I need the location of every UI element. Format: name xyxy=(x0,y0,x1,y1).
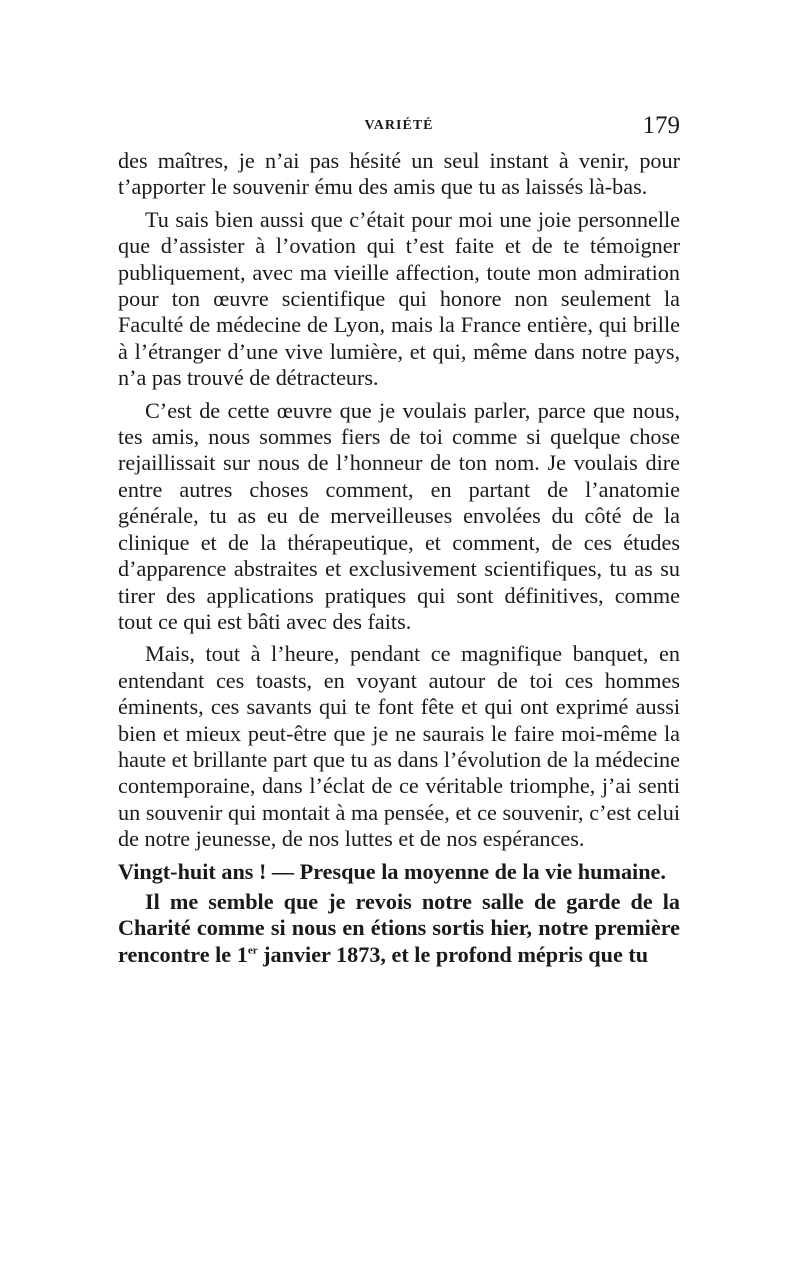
ordinal-superscript: er xyxy=(247,944,258,957)
paragraph: Vingt-huit ans ! — Presque la moyenne de la vie humaine. xyxy=(118,858,666,884)
page-number: 179 xyxy=(642,112,680,139)
running-head xyxy=(118,112,680,142)
running-title: VARIÉTÉ xyxy=(364,118,434,133)
paragraph: Tu sais bien aussi que c’était pour moi une joie personnelle que d’assister à l’ovation qui t’est faite et de te témoigner publiquement, avec ma vieille affection, toute mon admiration pour ton œuvre scientifique qui honore non seulement la Faculté de médecine de Lyon, mais la France entière, qui brille à l’étranger d’une vive lumière, et qui, même dans notre pays, n’a pas trouvé de détracteurs. xyxy=(118,206,680,391)
body-text xyxy=(118,148,680,974)
paragraph xyxy=(118,889,680,968)
paragraph-text: Il me semble que je revois notre salle de garde de la Charité comme si nous en étions sortis hier, notre première rencontre le 1 xyxy=(118,888,680,967)
paragraph: des maîtres, je n’ai pas hésité un seul instant à venir, pour t’apporter le souvenir ému des amis que tu as laissés là-bas. xyxy=(118,148,680,200)
paragraph-text: janvier 1873, et le profond mépris que tu xyxy=(257,941,649,967)
paragraph: Mais, tout à l’heure, pendant ce magnifique banquet, en entendant ces toasts, en voyant autour de toi ces hommes éminents, ces savants qui te font fête et qui ont exprimé aussi bien et mieux peut-être que je ne saurais le faire moi-même la haute et brillante part que tu as dans l’évolution de la médecine contemporaine, dans l’éclat de ce véritable triomphe, j’ai senti un souvenir qui montait à ma pensée, et ce souvenir, c’est celui de notre jeunesse, de nos luttes et de nos espérances. xyxy=(118,641,680,852)
paragraph: C’est de cette œuvre que je voulais parler, parce que nous, tes amis, nous sommes fiers de toi comme si quelque chose rejaillissait sur nous de l’honneur de ton nom. Je voulais dire entre autres choses comment, en partant de l’anatomie générale, tu as eu de merveilleuses envolées du côté de la clinique et de la thérapeutique, et comment, de ces études d’apparence abstraites et exclusivement scientifiques, tu as su tirer des applications pratiques qui sont définitives, comme tout ce qui est bâti avec des faits. xyxy=(118,397,680,634)
